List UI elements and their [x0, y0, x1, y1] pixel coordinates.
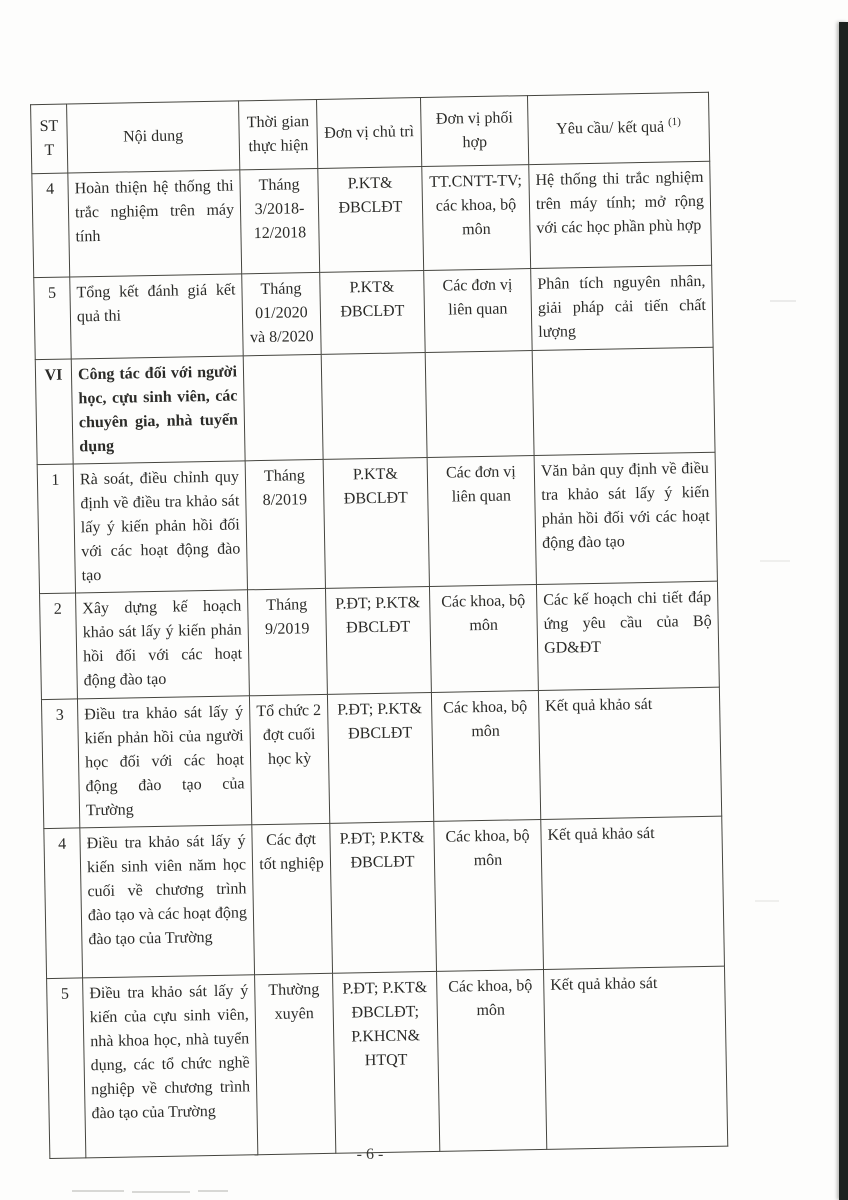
header-chu-tri: Đơn vị chủ trì — [317, 98, 422, 169]
cell-noi-dung: Hoàn thiện hệ thống thi trắc nghiệm trên máy tính — [68, 170, 242, 277]
cell-yeu-cau-ket-qua: Kết quả khảo sát — [543, 966, 727, 1149]
cell-noi-dung: Rà soát, điều chỉnh quy định về điều tra khảo sát lấy ý kiến phản hồi đối với các hoạt động đào tạo — [73, 461, 247, 593]
cell-stt: 4 — [32, 173, 70, 278]
scan-artifact — [755, 900, 779, 902]
cell-don-vi-phoi-hop: Các khoa, bộ môn — [429, 585, 538, 693]
table-header — [31, 92, 710, 173]
cell-stt: 5 — [34, 277, 71, 360]
table-row — [35, 347, 715, 464]
cell-noi-dung: Điều tra khảo sát lấy ý kiến phản hồi của người học đối với các hoạt động đào tạo của Trường — [77, 696, 251, 828]
cell-yeu-cau-ket-qua: Văn bản quy định về điều tra khảo sát lấy ý kiến phản hồi đối với các hoạt động đào tạo — [534, 452, 717, 584]
cell-yeu-cau-ket-qua — [532, 347, 715, 455]
document-sheet — [30, 92, 727, 1159]
header-thoi-gian: Thời gian thực hiện — [239, 99, 318, 169]
cell-yeu-cau-ket-qua: Các kế hoạch chi tiết đáp ứng yêu cầu của Bộ GD&ĐT — [536, 581, 719, 690]
cell-don-vi-chu-tri: P.ĐT; P.KT& ĐBCLĐT — [330, 821, 437, 973]
cell-stt: VI — [35, 359, 73, 465]
table-row — [41, 687, 721, 828]
header-footnote-marker: (1) — [667, 115, 681, 129]
header-stt: STT — [31, 104, 68, 174]
scan-artifact — [770, 300, 796, 302]
table-row — [40, 581, 720, 699]
scan-artifact — [132, 1191, 190, 1193]
scan-edge-shadow — [839, 22, 848, 1200]
cell-stt: 4 — [44, 828, 83, 979]
cell-don-vi-phoi-hop: Các khoa, bộ môn — [434, 819, 544, 971]
cell-noi-dung: Điều tra khảo sát lấy ý kiến của cựu sinh viên, nhà khoa học, nhà tuyển dụng, các tổ chức nghề nghiệp về chương trình đào tạo của Trường — [83, 975, 258, 1158]
cell-stt: 5 — [47, 978, 86, 1159]
cell-yeu-cau-ket-qua: Kết quả khảo sát — [538, 687, 721, 819]
table-row — [34, 265, 713, 359]
table-row — [47, 966, 728, 1158]
cell-noi-dung: Tổng kết đánh giá kết quả thi — [70, 274, 243, 359]
cell-stt: 3 — [41, 699, 79, 829]
cell-don-vi-chu-tri: P.KT& ĐBCLĐT — [320, 271, 425, 355]
scan-artifact — [198, 1190, 228, 1192]
table-row — [32, 161, 712, 277]
header-row — [31, 92, 710, 173]
cell-yeu-cau-ket-qua: Kết quả khảo sát — [541, 816, 725, 969]
cell-thoi-gian: Tháng 9/2019 — [247, 588, 327, 695]
cell-don-vi-chu-tri — [321, 353, 427, 460]
cell-don-vi-phoi-hop: Các khoa, bộ môn — [437, 969, 547, 1151]
header-noi-dung: Nội dung — [67, 101, 240, 173]
header-yeu-cau-label: Yêu cầu/ kết quả — [556, 118, 669, 138]
cell-yeu-cau-ket-qua: Phân tích nguyên nhân, giải pháp cải tiến chất lượng — [531, 265, 713, 350]
cell-noi-dung: Điều tra khảo sát lấy ý kiến sinh viên năm học cuối về chương trình đào tạo và các hoạt động đào tạo của Trường — [80, 825, 255, 978]
table-row — [44, 816, 725, 978]
work-plan-table — [30, 92, 728, 1159]
cell-thoi-gian: Tháng 3/2018-12/2018 — [240, 168, 320, 273]
cell-thoi-gian: Các đợt tốt nghiệp — [252, 823, 333, 974]
cell-don-vi-phoi-hop — [425, 351, 534, 458]
cell-don-vi-phoi-hop: Các đơn vị liên quan — [424, 269, 532, 353]
cell-don-vi-chu-tri: P.KT& ĐBCLĐT — [318, 167, 424, 273]
header-phoi-hop: Đơn vị phối hợp — [421, 96, 529, 167]
cell-don-vi-chu-tri: P.ĐT; P.KT& ĐBCLĐT — [327, 692, 433, 823]
cell-thoi-gian: Tổ chức 2 đợt cuối học kỳ — [249, 694, 329, 824]
cell-don-vi-phoi-hop: Các đơn vị liên quan — [427, 456, 536, 587]
scan-artifact — [72, 1190, 124, 1192]
cell-don-vi-phoi-hop: TT.CNTT-TV; các khoa, bộ môn — [422, 165, 531, 271]
scan-artifact — [760, 560, 790, 562]
cell-noi-dung: Xây dựng kế hoạch khảo sát lấy ý kiến phản hồi đối với các hoạt động đào tạo — [76, 590, 250, 699]
cell-stt: 2 — [40, 593, 78, 700]
page-number: - 6 - — [356, 1146, 384, 1163]
table-row — [37, 452, 717, 593]
cell-thoi-gian: Tháng 8/2019 — [245, 459, 325, 589]
table-body — [32, 161, 728, 1158]
cell-thoi-gian: Tháng 01/2020 và 8/2020 — [242, 272, 321, 355]
cell-yeu-cau-ket-qua: Hệ thống thi trắc nghiệm trên máy tính; mở rộng với các học phần phù hợp — [529, 161, 712, 268]
cell-don-vi-phoi-hop: Các khoa, bộ môn — [431, 690, 540, 821]
cell-thoi-gian: Thường xuyên — [255, 973, 336, 1154]
cell-noi-dung: Công tác đối với người học, cựu sinh viên, các chuyên gia, nhà tuyển dụng — [71, 356, 245, 464]
cell-don-vi-chu-tri: P.ĐT; P.KT& ĐBCLĐT — [325, 586, 431, 694]
cell-don-vi-chu-tri: P.ĐT; P.KT& ĐBCLĐT; P.KHCN& HTQT — [333, 971, 440, 1153]
cell-don-vi-chu-tri: P.KT& ĐBCLĐT — [323, 457, 429, 588]
cell-stt: 1 — [37, 464, 75, 594]
cell-thoi-gian — [243, 354, 323, 460]
header-yeu-cau — [527, 92, 709, 164]
